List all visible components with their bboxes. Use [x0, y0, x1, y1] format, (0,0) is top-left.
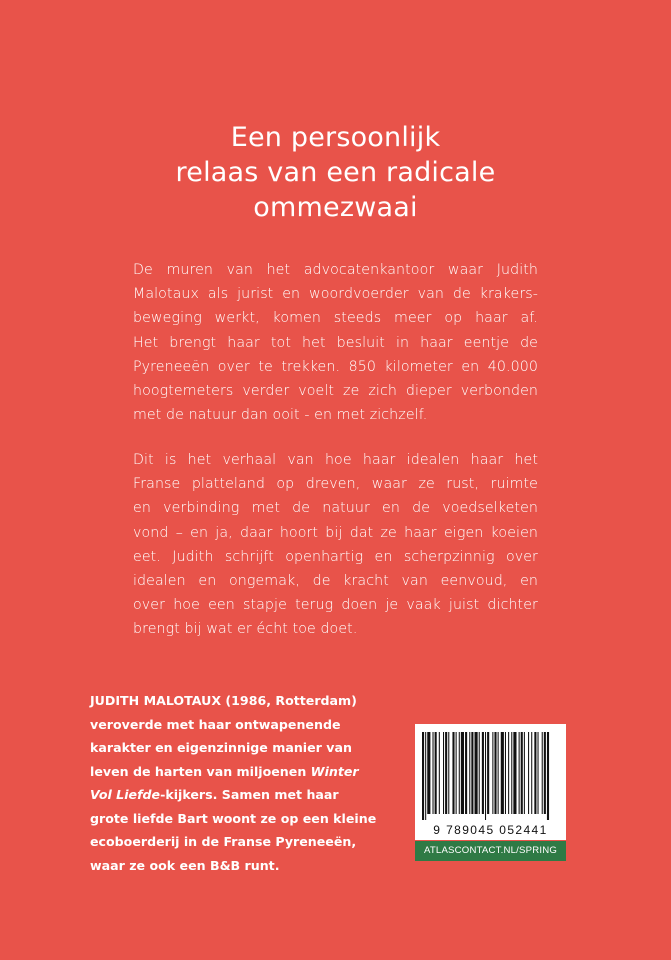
barcode-bar: [544, 732, 546, 814]
barcode-bar: [471, 732, 473, 814]
barcode-bars: [415, 724, 566, 824]
headline-line-1: Een persoonlijk: [230, 122, 441, 153]
bio-text: -kijkers. Samen met haar: [160, 787, 339, 802]
barcode-bar: [461, 732, 464, 814]
publisher-url: ATLASCONTACT.NL/SPRING: [415, 841, 566, 861]
barcode-bar: [501, 732, 504, 814]
barcode-bar: [492, 732, 493, 814]
bio-line: [90, 783, 390, 807]
barcode-bar: [422, 732, 424, 820]
headline-line-2: relaas van een radicale: [175, 157, 496, 188]
barcode-bar: [443, 732, 444, 814]
bio-text: leven de harten van miljoenen: [90, 763, 311, 779]
blurb-line: met de natuur dan ooit - en met zichzelf.: [133, 407, 428, 424]
barcode-bar: [459, 732, 460, 814]
barcode-number: 9 789045 052441: [433, 823, 548, 837]
barcode-bar: [456, 732, 457, 814]
barcode-bar: [494, 732, 496, 814]
barcode-bar: [534, 732, 536, 814]
bio-line: veroverde met haar ontwapenende: [90, 716, 341, 732]
barcode-bar: [445, 732, 447, 814]
blurb-paragraph-2: [133, 448, 538, 642]
barcode-bar: [519, 732, 520, 814]
bio-line: karakter en eigenzinnige manier van: [90, 740, 352, 755]
barcode-bar: [475, 732, 478, 814]
headline: [0, 120, 671, 225]
barcode-bar: [425, 732, 426, 820]
blurb-line: Het brengt haar tot het besluit in haar eentje de: [133, 334, 538, 351]
barcode-bar: [433, 732, 434, 814]
blurb-line: brengt bij wat er écht toe doet.: [133, 621, 358, 638]
bio-line: [90, 760, 390, 784]
blurb-line: Franse platteland op dreven, waar ze rust, ruimte: [133, 476, 538, 493]
barcode-bar: [435, 732, 437, 814]
barcode-bar: [427, 732, 430, 814]
barcode-bar: [531, 732, 532, 814]
barcode-bar: [538, 732, 539, 814]
barcode-bar: [487, 732, 489, 814]
barcode-bar: [542, 732, 543, 814]
blurb-line: Dit is het verhaal van hoe haar idealen haar het: [133, 452, 538, 468]
barcode-bar: [452, 732, 454, 814]
bio-line: grote liefde Bart woont ze op een kleine: [90, 810, 377, 826]
blurb-line: over hoe een stapje terug doen je vaak juist dichter: [133, 597, 538, 614]
blurb-line: De muren van het advocatenkantoor waar Judith: [133, 262, 538, 278]
blurb-line: en verbinding met de natuur en de voedselketen: [133, 500, 538, 517]
blurb-line: vond – en ja, daar hoort bij dat ze haar eigen koeien: [133, 524, 538, 541]
bio-line: waar ze ook een B&B runt.: [90, 857, 280, 873]
barcode-bar: [508, 732, 509, 814]
barcode-bar: [479, 732, 480, 814]
blurb-line: eet. Judith schrijft openhartig en scherpzinnig over: [133, 548, 538, 565]
author-bio: [90, 689, 390, 877]
barcode-bar: [524, 732, 525, 814]
barcode-bar: [521, 732, 523, 814]
barcode: [415, 724, 566, 840]
barcode-bar: [498, 732, 499, 814]
barcode-bar: [511, 732, 512, 814]
tv-show-title: Vol Liefde: [90, 787, 161, 802]
barcode-bar: [528, 732, 529, 814]
blurb-line: idealen en ongemak, de kracht van eenvoud, en: [133, 573, 538, 590]
blurb-line: beweging werkt, komen steeds meer op haar af.: [133, 310, 538, 327]
barcode-bar: [439, 732, 440, 814]
barcode-bar: [513, 732, 516, 814]
blurb-line: Pyreneeën over te trekken. 850 kilometer en 40.000: [133, 358, 538, 375]
bio-line: JUDITH MALOTAUX (1986, Rotterdam): [90, 693, 357, 708]
barcode-bar: [485, 732, 486, 820]
barcode-bar: [505, 732, 506, 814]
blurb-paragraph-1: [133, 258, 538, 427]
barcode-bar: [469, 732, 470, 814]
barcode-bar: [482, 732, 484, 814]
blurb-line: hoogtemeters verder voelt ze zich dieper verbonden: [133, 383, 538, 400]
barcode-bar: [448, 732, 449, 814]
tv-show-title: Winter: [310, 763, 359, 779]
barcode-bar: [465, 732, 467, 814]
bio-line: ecoboerderij in de Franse Pyreneeën,: [90, 834, 357, 849]
blurb-line: Malotaux als jurist en woordvoerder van de krakers-: [133, 286, 538, 303]
barcode-bar: [547, 732, 549, 820]
headline-line-3: ommezwaai: [253, 192, 418, 223]
